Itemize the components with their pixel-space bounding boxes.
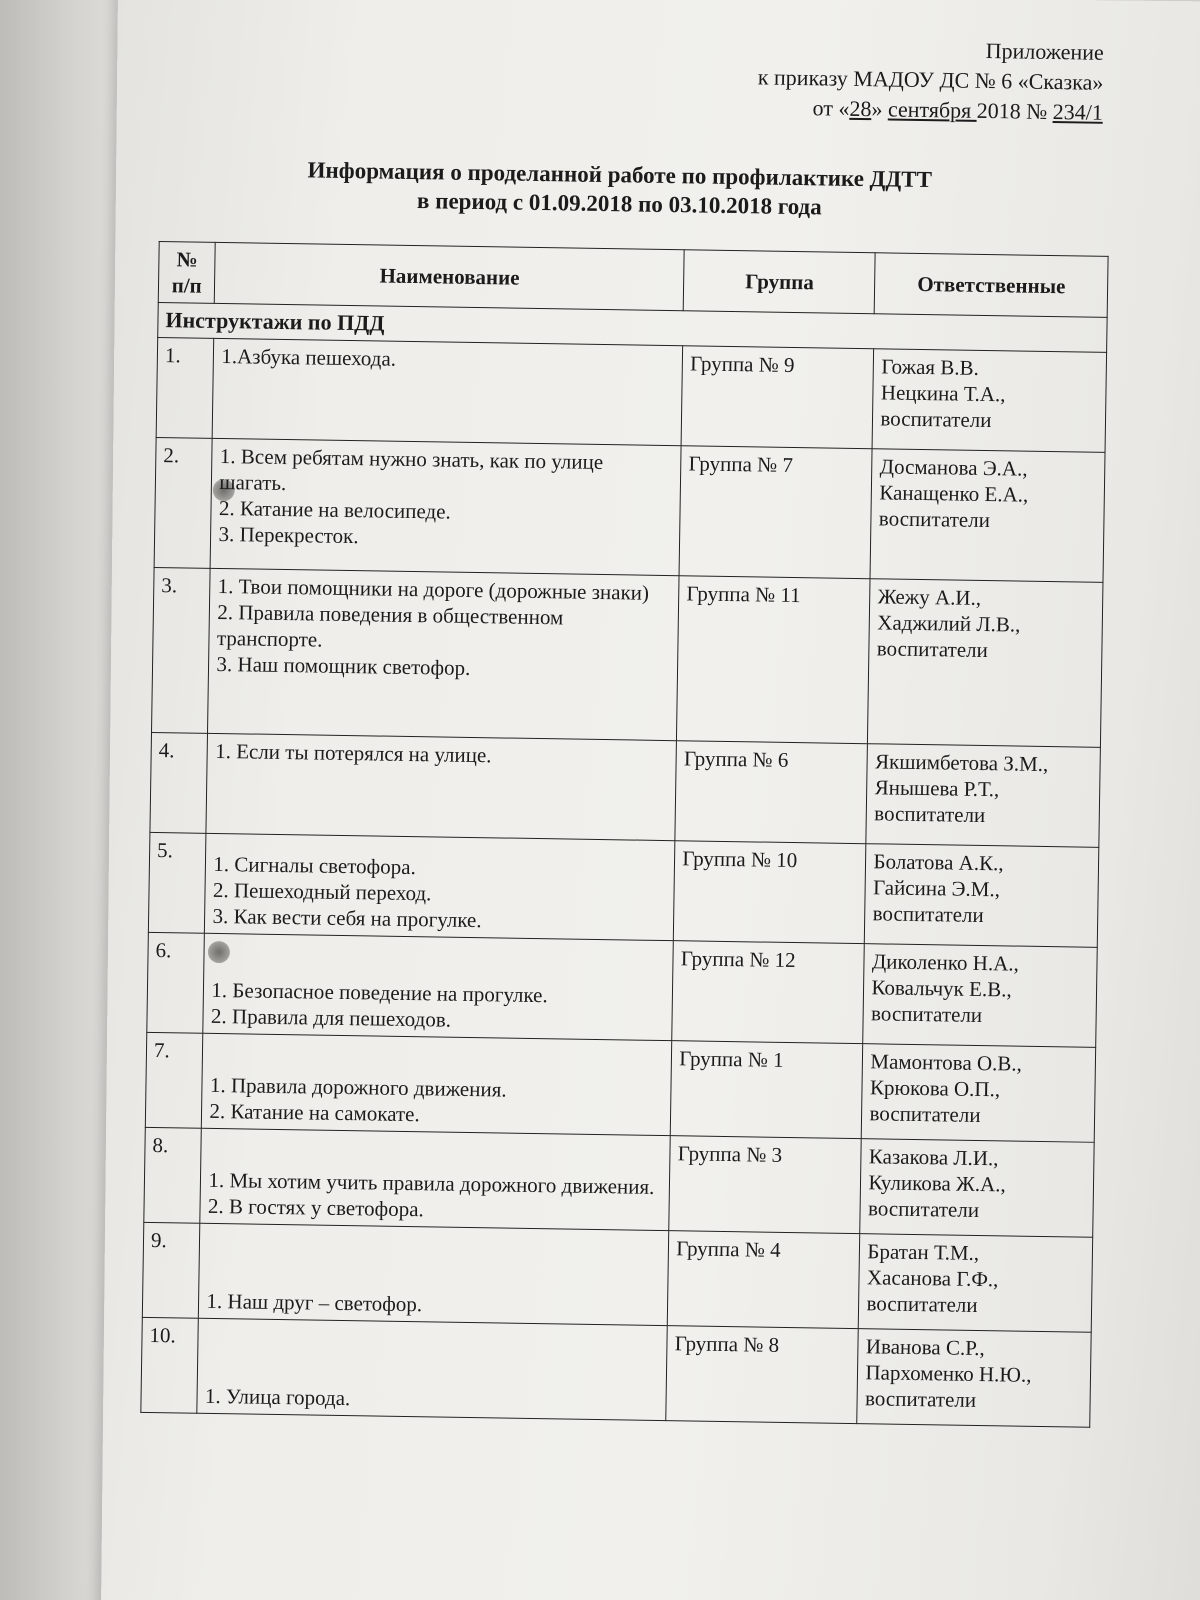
header-group: Группа [683,250,875,314]
responsible-person: Хаджилий Л.В., [877,610,1021,637]
responsible-person: Иванова С.Р., [865,1334,985,1361]
row-topics [200,1128,670,1230]
row-topics [213,338,683,445]
topic-item: 2. В гостях у светофора. [207,1193,424,1222]
responsible-person: Пархоменко Н.Ю., [865,1360,1032,1387]
table-body [141,303,1107,1428]
table-row [156,337,1106,452]
row-number: 4. [150,732,208,833]
responsible-person: Хасанова Г.Ф., [866,1265,999,1292]
topic-item: 1. Правила дорожного движения. [209,1072,507,1102]
row-responsible [873,349,1107,453]
row-group: Группа № 4 [668,1231,861,1329]
responsible-person: воспитатели [878,506,991,533]
table-row [141,1317,1091,1427]
responsible-person: Мамонтова О.В., [870,1049,1023,1076]
row-responsible [859,1234,1093,1333]
responsible-person: воспитатели [867,1196,980,1223]
row-number: 8. [144,1127,202,1223]
topic-item: 2. Пешеходный переход. [212,877,432,906]
responsible-person: Канащенко Е.А., [879,480,1029,507]
order-day: 28 [849,95,872,122]
row-responsible [865,844,1099,948]
row-topics [211,438,682,575]
responsible-person: воспитатели [872,901,984,928]
responsible-person: Казакова Л.И., [868,1144,999,1171]
row-group: Группа № 6 [675,741,868,844]
row-responsible [862,1044,1096,1143]
responsible-person: Болатова А.К., [873,849,1004,876]
responsible-person: воспитатели [864,1386,977,1412]
responsible-person: воспитатели [880,406,992,433]
header-name: Наименование [215,242,685,310]
table-row [145,1032,1095,1142]
row-group: Группа № 1 [671,1041,864,1139]
responsible-person: Гайсина Э.М., [872,875,1001,902]
responsible-person: воспитатели [869,1101,981,1128]
row-number: 1. [156,337,214,438]
topic-item: 2. Катание на велосипеде. [218,495,451,524]
row-number: 3. [152,567,211,733]
responsible-person: Гожая В.В. [881,354,980,380]
responsible-person: воспитатели [876,636,989,663]
row-topics [203,933,673,1040]
document-title: Информация о проделанной работе по профилактике ДДТТ в период с 01.09.2018 по 03.10.2018 года [307,157,933,220]
activities-table [140,241,1108,1428]
topic-item: 1.Азбука пешехода. [221,343,397,371]
topic-item: 1. Если ты потерялся на улице. [214,738,492,768]
responsible-person: Диколенко Н.А., [871,949,1020,976]
row-topics [202,1033,672,1135]
responsible-person: Братан Т.М., [867,1239,980,1266]
order-date-line: от «28» сентября 2018 № 234/1 [812,95,1104,125]
row-responsible [870,449,1105,583]
responsible-person: Янышева Р.Т., [874,775,1000,802]
responsible-person: воспитатели [870,1001,983,1028]
responsible-person: воспитатели [866,1291,978,1317]
row-topics [206,733,676,840]
row-group: Группа № 11 [677,576,871,744]
topic-item: 3. Наш помощник светофор. [216,651,471,680]
row-group: Группа № 7 [679,446,872,579]
row-number: 7. [145,1032,203,1128]
row-responsible [866,744,1100,848]
topic-item: 1. Сигналы светофора. [213,851,417,880]
topic-item: 1. Безопасное поведение на прогулке. [211,977,548,1008]
topic-item: 3. Как вести себя на прогулке. [212,903,482,933]
row-topics [197,1318,667,1420]
order-month: сентября [887,96,977,123]
row-group: Группа № 12 [672,941,865,1044]
row-responsible [868,579,1103,748]
row-number: 2. [154,437,212,568]
topic-item: 2. Правила поведения в общественном транспорте. [216,599,564,652]
row-number: 5. [148,832,206,933]
row-group: Группа № 8 [666,1326,859,1424]
section-title: Инструктажи по ПДД [158,303,1107,353]
appendix-label: Приложение [985,37,1105,65]
row-number: 6. [147,932,205,1033]
row-topics [208,568,679,740]
row-group: Группа № 3 [669,1136,862,1234]
responsible-person: Ковальчук Е.В., [871,975,1012,1002]
row-responsible [857,1329,1091,1428]
topic-item: 3. Перекресток. [218,521,359,549]
row-responsible [863,944,1097,1048]
table-row [150,732,1100,847]
appendix-header [757,32,1104,127]
responsible-person: Нецкина Т.А., [880,380,1006,407]
row-number: 9. [142,1222,200,1318]
topic-item: 1. Всем ребятам нужно знать, как по улице шагать. [219,443,604,496]
responsible-person: Крюкова О.П., [869,1075,1001,1102]
row-topics [205,833,675,940]
order-number: 234/1 [1052,99,1104,125]
table-row [147,932,1097,1047]
row-number: 10. [141,1317,199,1413]
table-row [142,1222,1092,1332]
row-group: Группа № 10 [674,841,867,944]
header-num: № п/п [158,242,215,304]
topic-item: 1. Твои помощники на дороге (дорожные знаки) [217,573,650,605]
topic-item: 1. Улица города. [204,1383,351,1411]
row-responsible [860,1139,1094,1238]
topic-item: 1. Мы хотим учить правила дорожного движения. [208,1167,655,1199]
responsible-person: воспитатели [874,801,986,828]
header-responsible: Ответственные [875,253,1108,318]
table-row [144,1127,1094,1237]
order-reference: к приказу МАДОУ ДС № 6 «Сказка» [757,64,1104,95]
table-row [154,437,1105,582]
responsible-person: Куликова Ж.А., [868,1170,1006,1197]
responsible-person: Жежу А.И., [877,584,982,610]
responsible-person: Якшимбетова З.М., [874,749,1049,777]
topic-item: 1. Наш друг – светофор. [206,1288,423,1317]
table-row [152,567,1103,747]
row-topics [199,1223,669,1325]
topic-item: 2. Правила для пешеходов. [210,1003,452,1032]
row-group: Группа № 9 [681,346,874,449]
topic-item: 2. Катание на самокате. [209,1098,420,1127]
responsible-person: Досманова Э.А., [879,454,1028,481]
table-row [148,832,1098,947]
